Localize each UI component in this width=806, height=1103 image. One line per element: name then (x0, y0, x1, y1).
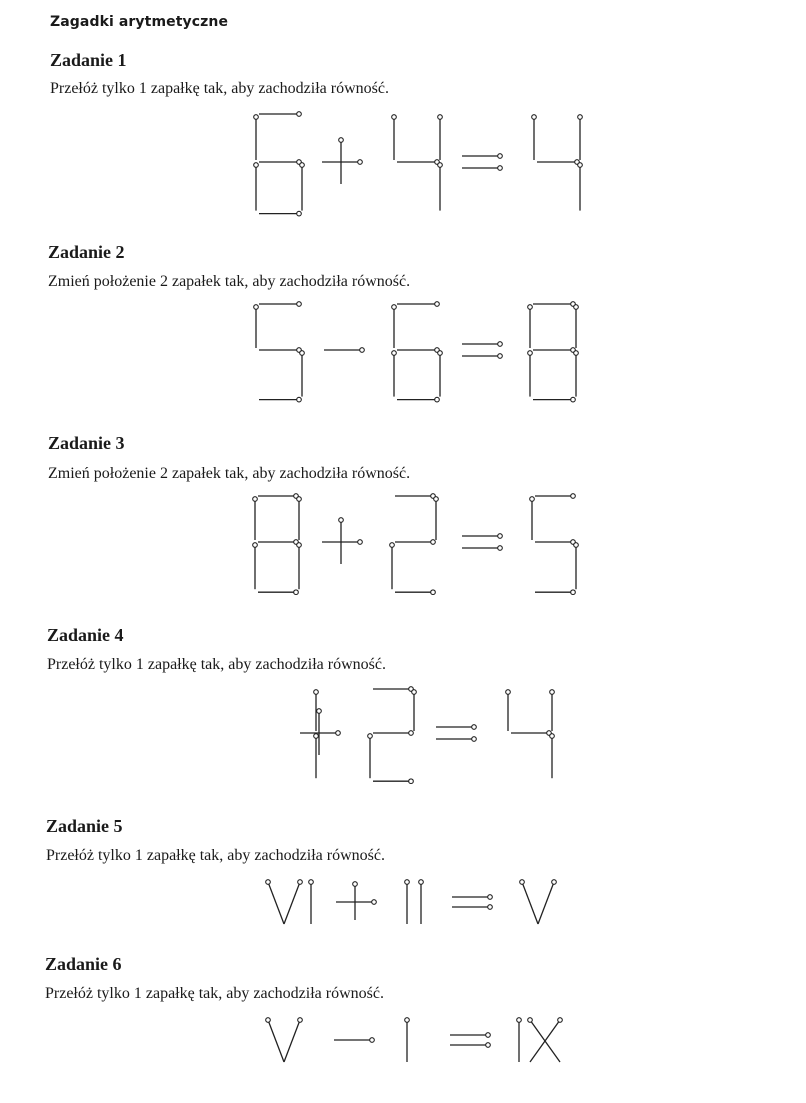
task-5-matchstick-equation (0, 870, 806, 930)
matchstick[interactable] (462, 166, 502, 171)
matchstick[interactable] (259, 348, 301, 353)
matchstick[interactable] (533, 302, 575, 307)
matchstick[interactable] (535, 590, 575, 595)
matchstick[interactable] (368, 734, 373, 779)
task-6-matchstick-equation (0, 1010, 806, 1070)
matchstick[interactable] (462, 154, 502, 159)
matchstick[interactable] (520, 880, 538, 924)
task-1-title: Zadanie 1 (50, 50, 127, 70)
matchstick[interactable] (266, 1018, 284, 1062)
matchstick[interactable] (373, 779, 413, 784)
matchstick[interactable] (259, 211, 301, 216)
matchstick[interactable] (436, 737, 476, 742)
matchstick[interactable] (550, 734, 555, 779)
worksheet-title: Zagadki arytmetyczne (50, 14, 229, 30)
matchstick[interactable] (395, 494, 435, 499)
matchstick[interactable] (266, 880, 284, 924)
task-2-instruction: Zmień położenie 2 zapałek tak, aby zachodziła równość. (48, 273, 411, 290)
matchstick[interactable] (452, 905, 492, 910)
matchstick[interactable] (462, 546, 502, 551)
matchstick[interactable] (412, 690, 417, 731)
matchstick[interactable] (506, 690, 511, 731)
matchstick[interactable] (574, 351, 579, 397)
matchstick[interactable] (284, 1018, 302, 1062)
matchstick[interactable] (452, 895, 492, 900)
matchstick[interactable] (259, 160, 301, 165)
matchstick[interactable] (397, 302, 439, 307)
matchstick[interactable] (533, 397, 575, 402)
matchstick[interactable] (397, 397, 439, 402)
matchstick[interactable] (373, 731, 413, 736)
matchstick[interactable] (339, 518, 344, 564)
matchstick[interactable] (297, 497, 302, 540)
matchstick[interactable] (258, 494, 298, 499)
matchstick[interactable] (535, 494, 575, 499)
task-6-instruction: Przełóż tylko 1 zapałkę tak, aby zachodziła równość. (45, 985, 384, 1002)
matchstick[interactable] (438, 163, 443, 211)
matchstick[interactable] (530, 1018, 562, 1062)
matchstick[interactable] (300, 163, 305, 211)
matchstick[interactable] (538, 880, 556, 924)
matchstick[interactable] (528, 351, 533, 397)
matchstick[interactable] (258, 540, 298, 545)
matchstick[interactable] (530, 497, 535, 540)
matchstick[interactable] (537, 160, 579, 165)
matchstick[interactable] (258, 590, 298, 595)
matchstick[interactable] (284, 880, 302, 924)
task-3-title: Zadanie 3 (48, 433, 125, 453)
matchstick[interactable] (517, 1018, 522, 1062)
task-1-matchstick-equation (0, 110, 806, 215)
matchstick[interactable] (373, 687, 413, 692)
matchstick[interactable] (535, 540, 575, 545)
matchstick[interactable] (259, 302, 301, 307)
matchstick[interactable] (532, 115, 537, 160)
matchstick[interactable] (397, 160, 439, 165)
matchstick[interactable] (438, 351, 443, 397)
task-3-matchstick-equation (0, 492, 806, 597)
task-3-instruction: Zmień położenie 2 zapałek tak, aby zachodziła równość. (48, 465, 411, 482)
matchstick[interactable] (253, 497, 258, 540)
matchstick[interactable] (322, 540, 362, 545)
matchstick[interactable] (578, 163, 583, 211)
matchstick[interactable] (419, 880, 424, 924)
matchstick[interactable] (574, 305, 579, 348)
matchstick[interactable] (405, 880, 410, 924)
matchstick[interactable] (574, 543, 579, 590)
task-2-matchstick-equation (0, 300, 806, 405)
matchstick[interactable] (259, 112, 301, 117)
matchstick[interactable] (392, 351, 397, 397)
matchstick[interactable] (533, 348, 575, 353)
matchstick[interactable] (511, 731, 551, 736)
matchstick[interactable] (405, 1018, 410, 1062)
matchstick[interactable] (336, 900, 376, 905)
matchstick[interactable] (438, 115, 443, 160)
matchstick[interactable] (450, 1043, 490, 1048)
matchstick[interactable] (392, 115, 397, 160)
task-5-instruction: Przełóż tylko 1 zapałkę tak, aby zachodziła równość. (46, 847, 385, 864)
matchstick[interactable] (395, 590, 435, 595)
matchstick[interactable] (322, 160, 362, 165)
matchstick[interactable] (253, 543, 258, 590)
matchstick[interactable] (395, 540, 435, 545)
matchstick[interactable] (434, 497, 439, 540)
matchstick[interactable] (259, 397, 301, 402)
task-4-title: Zadanie 4 (47, 625, 124, 645)
matchstick[interactable] (462, 534, 502, 539)
matchstick[interactable] (392, 305, 397, 348)
matchstick[interactable] (462, 342, 502, 347)
matchstick[interactable] (462, 354, 502, 359)
matchstick[interactable] (317, 709, 322, 755)
matchstick[interactable] (334, 1038, 374, 1043)
matchstick[interactable] (300, 351, 305, 397)
matchstick[interactable] (254, 305, 259, 348)
matchstick[interactable] (528, 305, 533, 348)
matchstick[interactable] (390, 543, 395, 590)
matchstick[interactable] (528, 1018, 560, 1062)
task-5-title: Zadanie 5 (46, 816, 123, 836)
matchstick[interactable] (324, 348, 364, 353)
task-1-instruction: Przełóż tylko 1 zapałkę tak, aby zachodziła równość. (50, 80, 389, 97)
matchstick[interactable] (578, 115, 583, 160)
matchstick[interactable] (436, 725, 476, 730)
matchstick[interactable] (339, 138, 344, 184)
matchstick[interactable] (550, 690, 555, 731)
task-4-matchstick-equation (0, 683, 806, 788)
matchstick[interactable] (353, 882, 358, 920)
task-2-title: Zadanie 2 (48, 242, 125, 262)
task-4-instruction: Przełóż tylko 1 zapałkę tak, aby zachodziła równość. (47, 656, 386, 673)
matchstick[interactable] (397, 348, 439, 353)
task-6-title: Zadanie 6 (45, 954, 122, 974)
matchstick[interactable] (254, 115, 259, 160)
matchstick[interactable] (254, 163, 259, 211)
matchstick[interactable] (309, 880, 314, 924)
matchstick[interactable] (450, 1033, 490, 1038)
matchstick[interactable] (314, 734, 319, 779)
matchstick[interactable] (297, 543, 302, 590)
matchstick[interactable] (300, 731, 340, 736)
